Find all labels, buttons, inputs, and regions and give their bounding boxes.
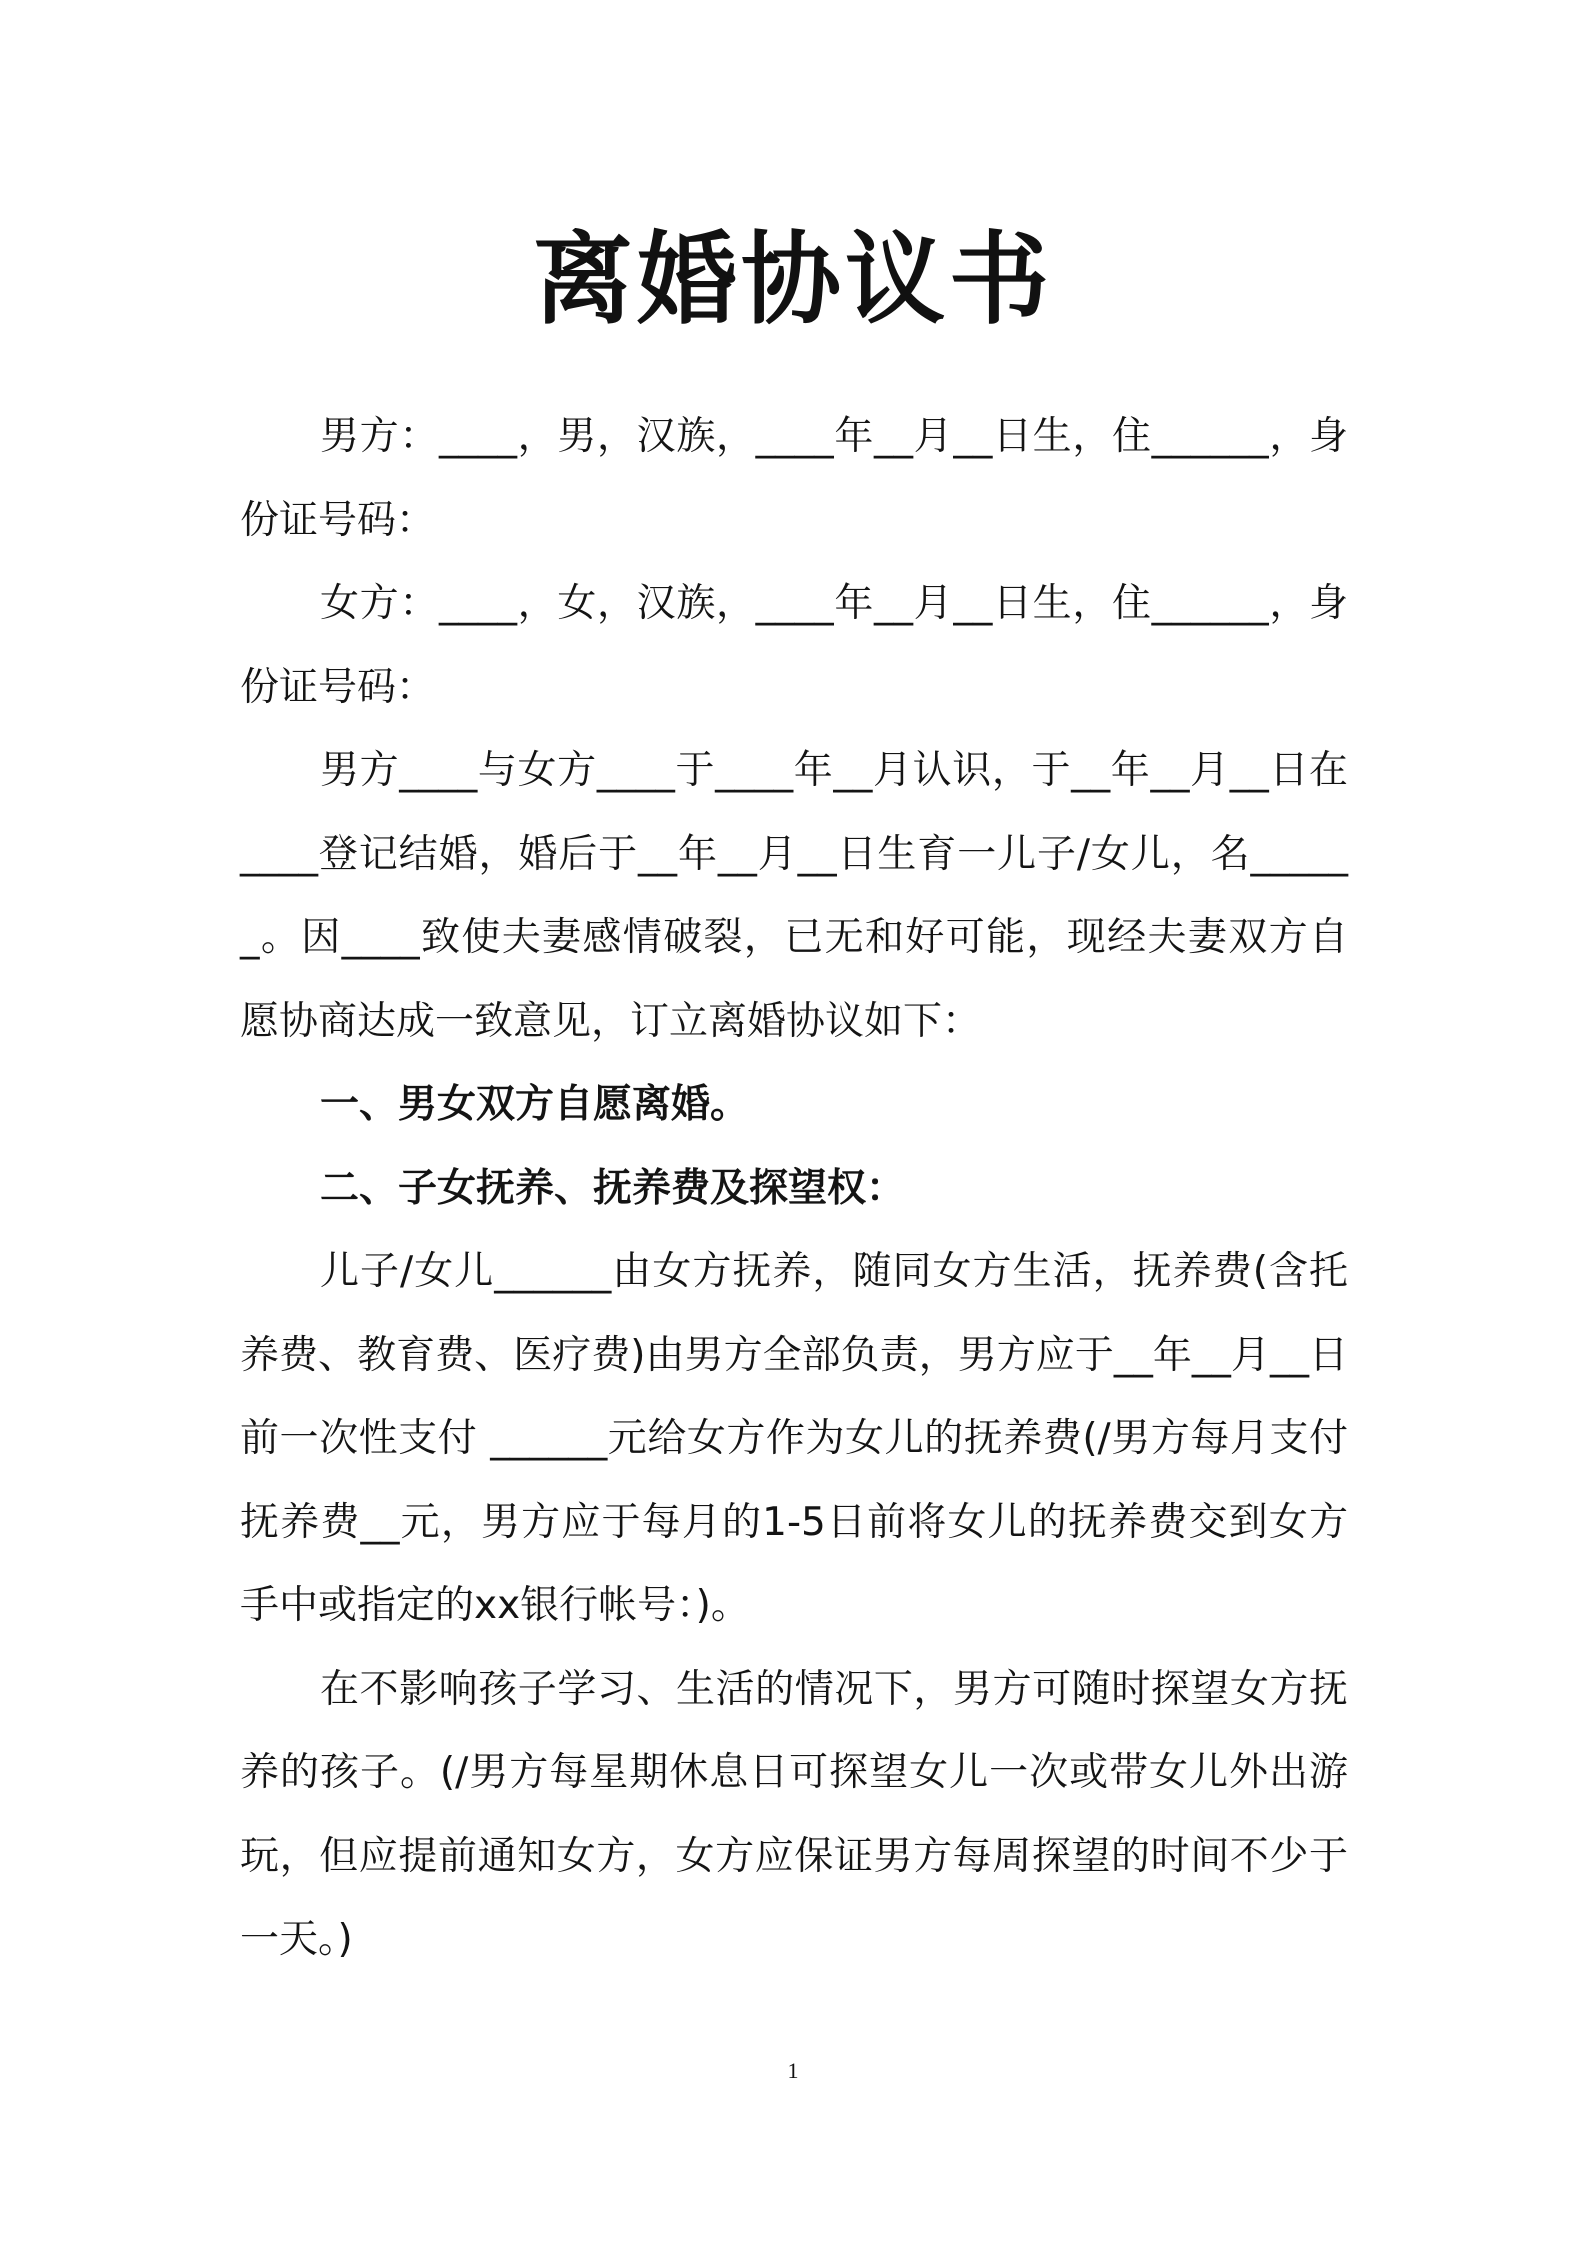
clause-heading-divorce: 一、男女双方自愿离婚。 [320,1082,750,1127]
paragraph-child-support: 儿子/女儿______由女方抚养，随同女方生活，抚养费(含托养费、教育费、医疗费)由男方全部负责，男方应于__年__月__日前一次性支付 ______元给女方作为女儿的抚养费(/男方每月支付抚养费__元，男方应于每月的1-5日前将女儿的抚养费交到女方手中或指定的xx银行帐号：)。 [240,1249,1348,1628]
paragraph-marriage-background: 男方____与女方____于____年__月认识，于__年__月__日在____登记结婚，婚后于__年__月__日生育一儿子/女儿，名______。因____致使夫妻感情破裂，已无和好可能，现经夫妻双方自愿协商达成一致意见，订立离婚协议如下： [240,748,1348,1044]
page-number: 1 [787,2058,799,2083]
clause-heading-child-custody: 二、子女抚养、抚养费及探望权： [320,1165,906,1211]
document-body [240,395,1348,1982]
paragraph-female-party: 女方：____，女，汉族，____年__月__日生，住______，身份证号码： [240,581,1348,710]
document-title: 离婚协议书 [533,221,1053,338]
paragraph-visitation: 在不影响孩子学习、生活的情况下，男方可随时探望女方抚养的孩子。(/男方每星期休息日可探望女儿一次或带女儿外出游玩，但应提前通知女方，女方应保证男方每周探望的时间不少于一天。) [240,1666,1348,1962]
paragraph-male-party: 男方：____，男，汉族，____年__月__日生，住______，身份证号码： [240,414,1348,543]
